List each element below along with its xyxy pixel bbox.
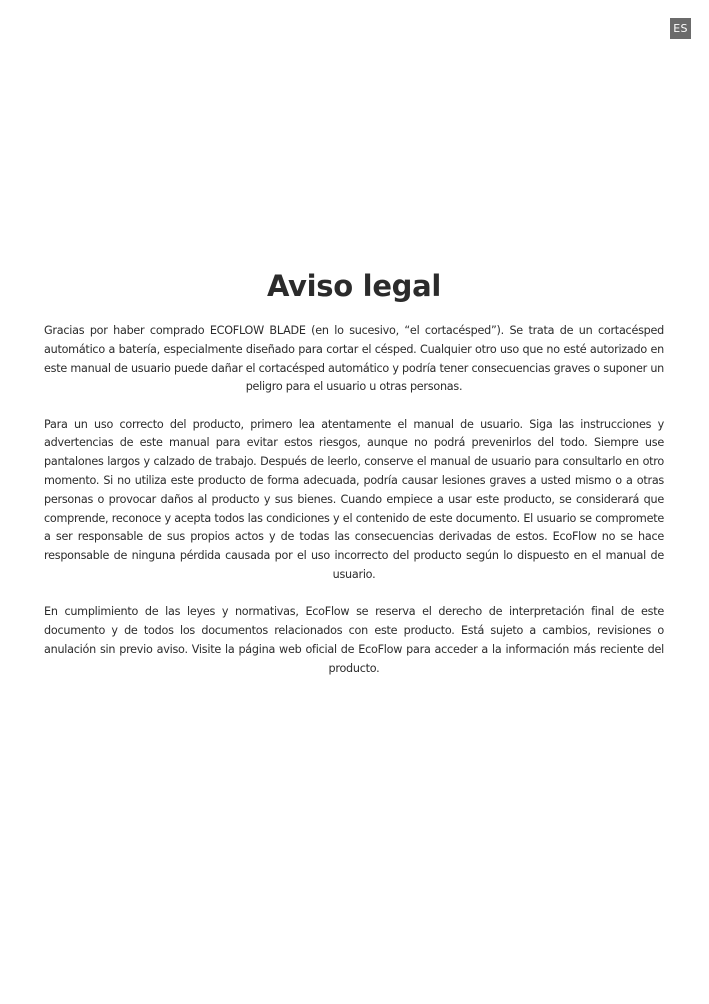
paragraph-intro: Gracias por haber comprado ECOFLOW BLADE (en lo sucesivo, “el cortacésped”). Se trata de un cortacésped automático a batería, especialmente diseñado para cortar el césped. Cualquier otro uso que no esté autorizado en este manual de usuario puede dañar el cortacésped automático y podría tener consecuencias graves o suponer un peligro para el usuario u otras personas. [44,324,664,394]
legal-notice-section [44,266,664,697]
paragraph-usage-warnings: Para un uso correcto del producto, primero lea atentamente el manual de usuario. Siga las instrucciones y advertencias de este manual para evitar estos riesgos, aunque no podrá prevenirlos del todo. Siempre use pantalones largos y calzado de trabajo. Después de leerlo, conserve el manual de usuario para consultarlo en otro momento. Si no utiliza este producto de forma adecuada, podría causar lesiones graves a usted mismo o a otras personas o provocar daños al producto y sus bienes. Cuando empiece a usar este producto, se considerará que comprende, reconoce y acepta todos las condiciones y el contenido de este documento. El usuario se compromete a ser responsable de sus propios actos y de todas las consecuencias derivadas de estos. EcoFlow no se hace responsable de ninguna pérdida causada por el uso incorrecto del producto según lo dispuesto en el manual de usuario. [44,417,664,582]
paragraph-legal-rights: En cumplimiento de las leyes y normativas, EcoFlow se reserva el derecho de interpretación final de este documento y de todos los documentos relacionados con este producto. Está sujeto a cambios, revisiones o anulación sin previo aviso. Visite la página web oficial de EcoFlow para acceder a la información más reciente del producto. [44,605,664,675]
language-badge: ES [670,18,691,39]
page-title: Aviso legal [266,269,442,303]
